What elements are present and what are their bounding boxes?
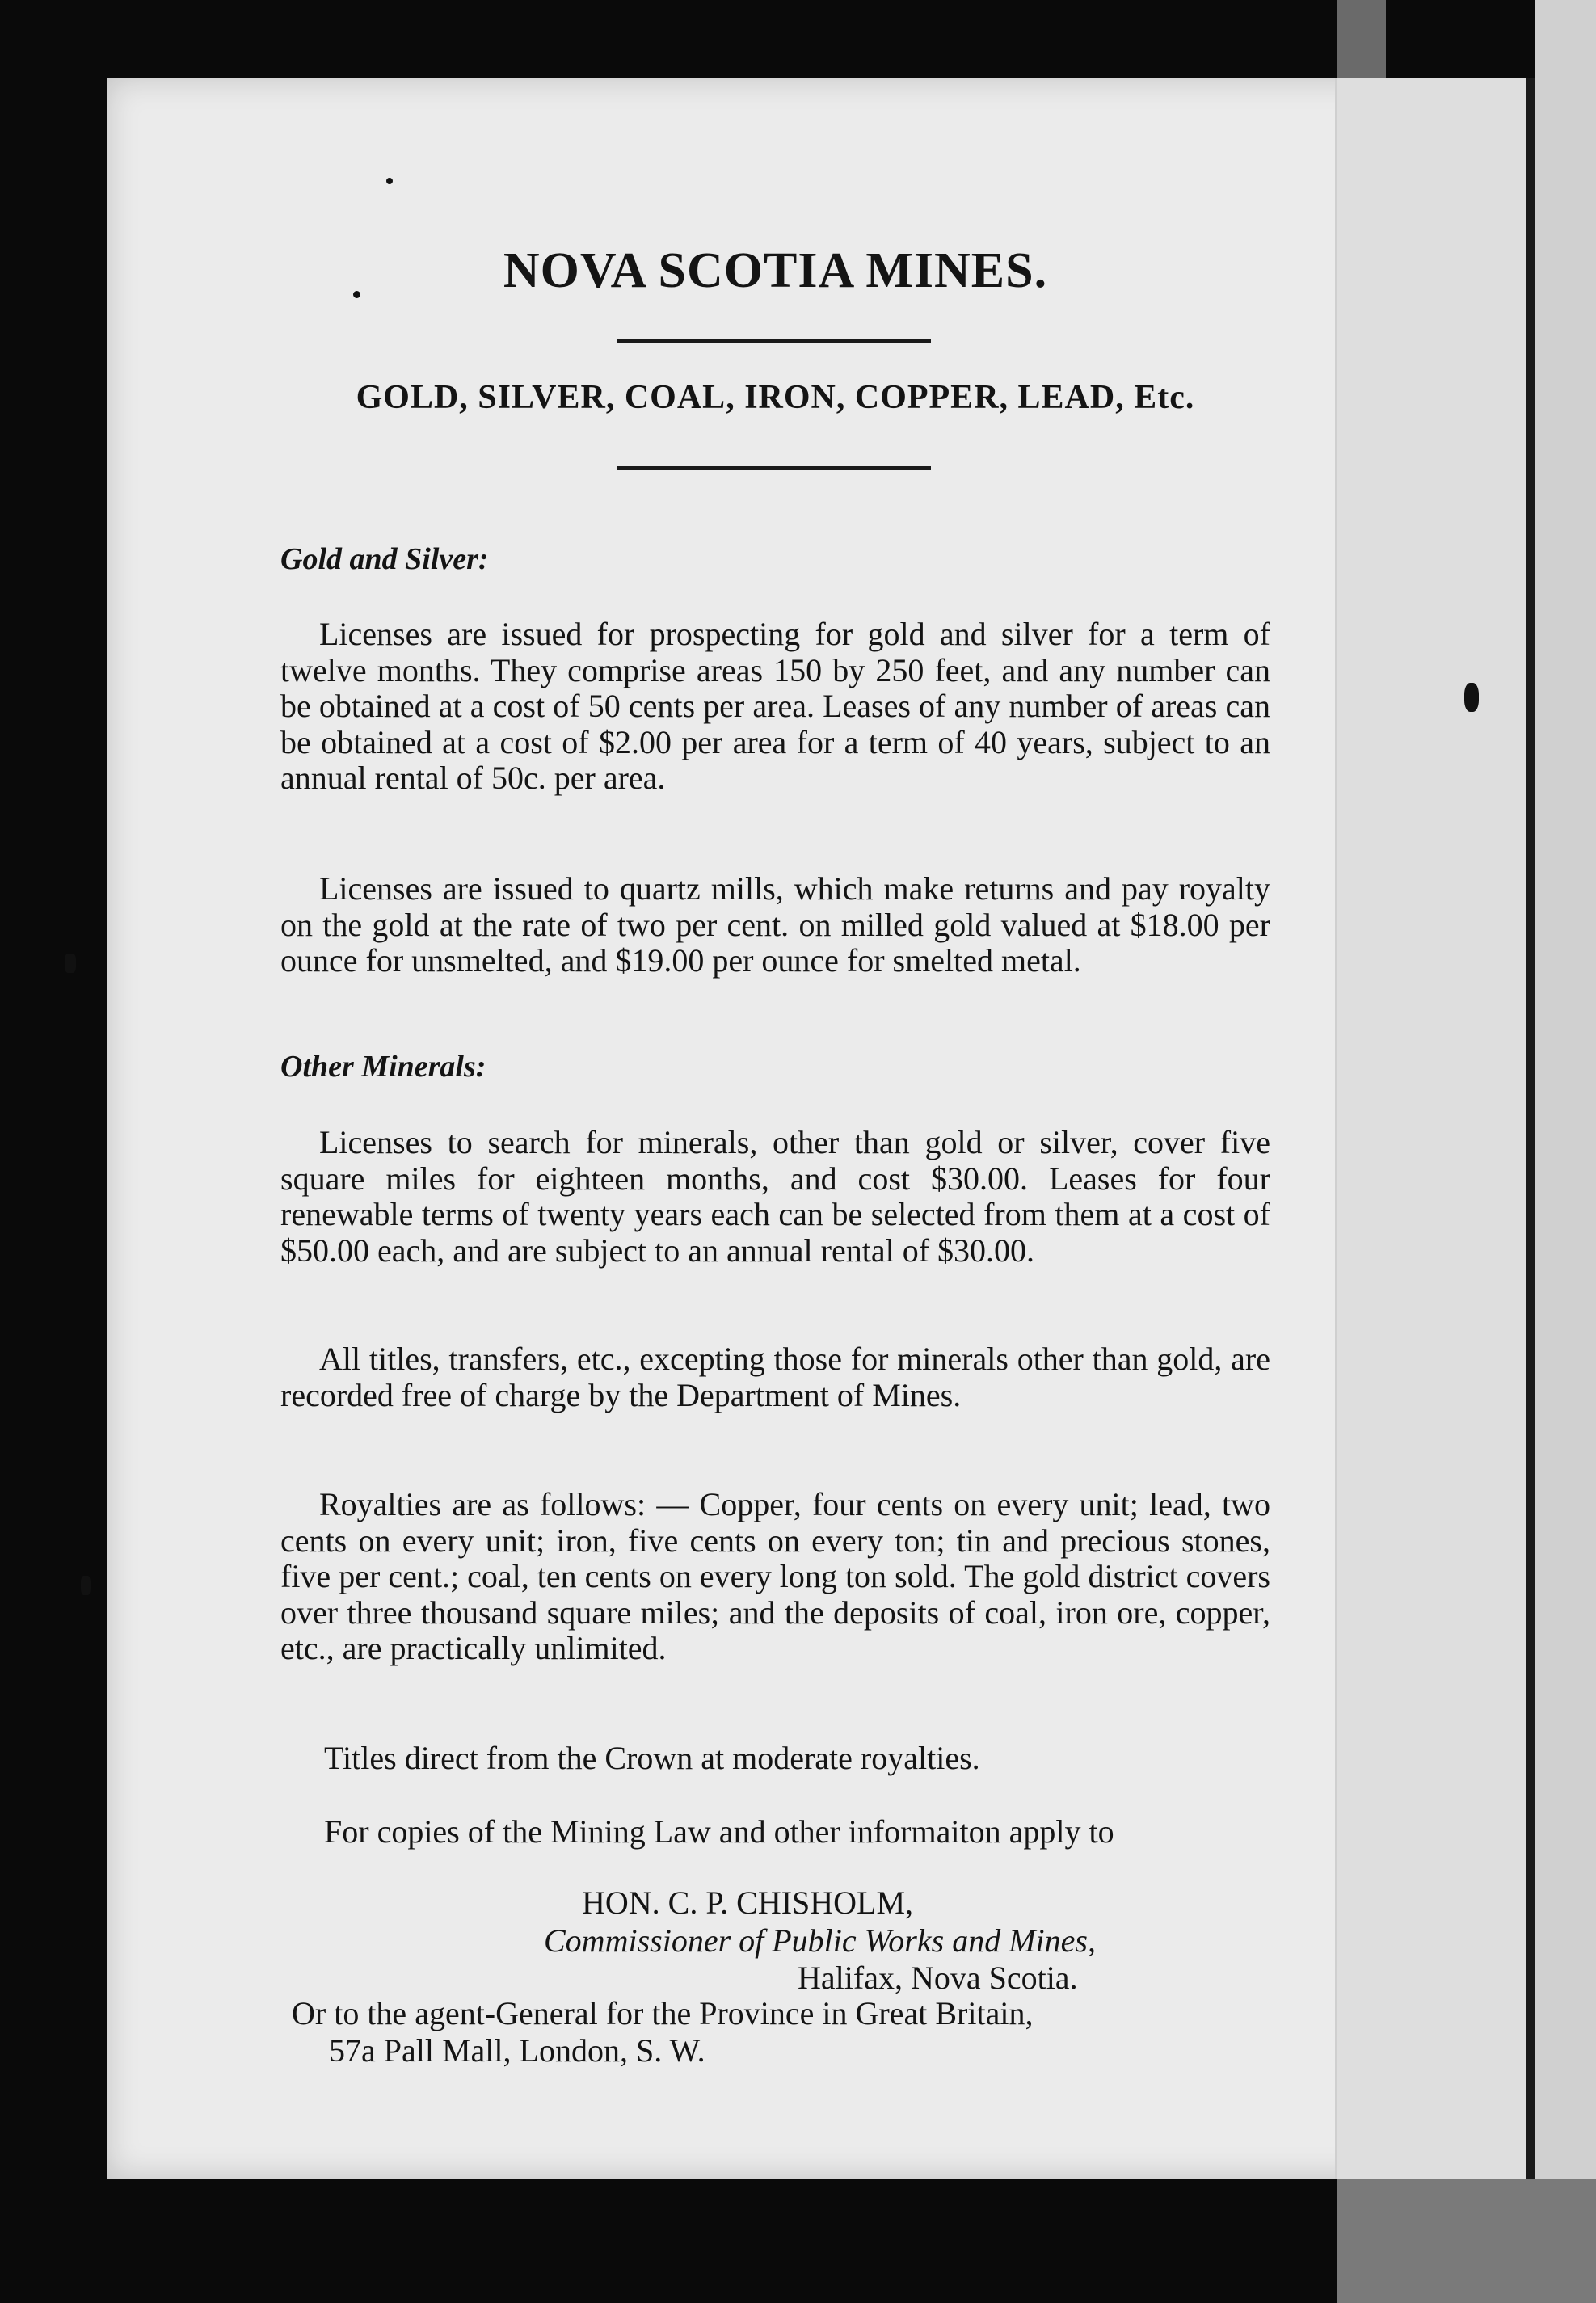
closing-line-crown-titles: Titles direct from the Crown at moderate royalties. [324,1740,980,1776]
scan-speck [1464,683,1479,712]
scan-speck [81,1576,91,1595]
section-heading-other-minerals: Other Minerals: [280,1050,486,1084]
paragraph-gold-licenses: Licenses are issued for prospecting for gold and silver for a term of twelve months. They comprise areas 150 by 250 feet, and any number can be obtained at a cost of 50 cents per area. Leases of any number of areas can be obtained at a cost of $2.00 per area for a term of 40 years, subject to an annual rental of 50c. per area. [280,616,1270,796]
page-fold [1335,78,1527,2179]
contact-alternative-address: 57a Pall Mall, London, S. W. [329,2032,705,2069]
contact-position: Commissioner of Public Works and Mines, [544,1922,1096,1959]
contact-name: HON. C. P. CHISHOLM, [582,1884,914,1921]
paragraph-quartz-mills: Licenses are issued to quartz mills, which make returns and pay royalty on the gold at the rate of two per cent. on milled gold valued at $18.00 per ounce for unsmelted, and $19.00 per ounce for smelted metal. [280,870,1270,979]
paragraph-titles-recorded: All titles, transfers, etc., excepting those for minerals other than gold, are recorded free of charge by the Department of Mines. [280,1341,1270,1413]
title-divider [617,339,931,343]
document-subtitle: GOLD, SILVER, COAL, IRON, COPPER, LEAD, Etc. [356,379,1195,416]
scan-border-right [1535,0,1596,2303]
page-fold-edge [1526,78,1535,2179]
scan-border-bottom-right [1337,2179,1596,2303]
paragraph-mineral-licenses: Licenses to search for minerals, other than gold or silver, cover five square miles for eighteen months, and cost $30.00. Leases for four renewable terms of twenty years each can be selected from them at a cost of $50.00 each, and are subject to an annual rental of $30.00. [280,1124,1270,1269]
paragraph-royalties: Royalties are as follows: — Copper, four cents on every unit; lead, two cents on every unit; iron, five cents on every ton; tin and precious stones, five per cent.; coal, ten cents on every long ton sold. The gold district covers over three thousand square miles; and the deposits of coal, iron ore, copper, etc., are practically unlimited. [280,1486,1270,1666]
section-heading-gold-silver: Gold and Silver: [280,542,489,576]
subtitle-divider [617,466,931,470]
closing-line-apply-to: For copies of the Mining Law and other informaiton apply to [324,1813,1114,1850]
scan-speck [65,954,76,973]
scan-border-top-right [1337,0,1386,78]
contact-location: Halifax, Nova Scotia. [798,1960,1078,1996]
scan-speck [386,178,393,184]
contact-alternative-line: Or to the agent-General for the Province in Great Britain, [292,1995,1034,2031]
document-title: NOVA SCOTIA MINES. [503,243,1048,298]
